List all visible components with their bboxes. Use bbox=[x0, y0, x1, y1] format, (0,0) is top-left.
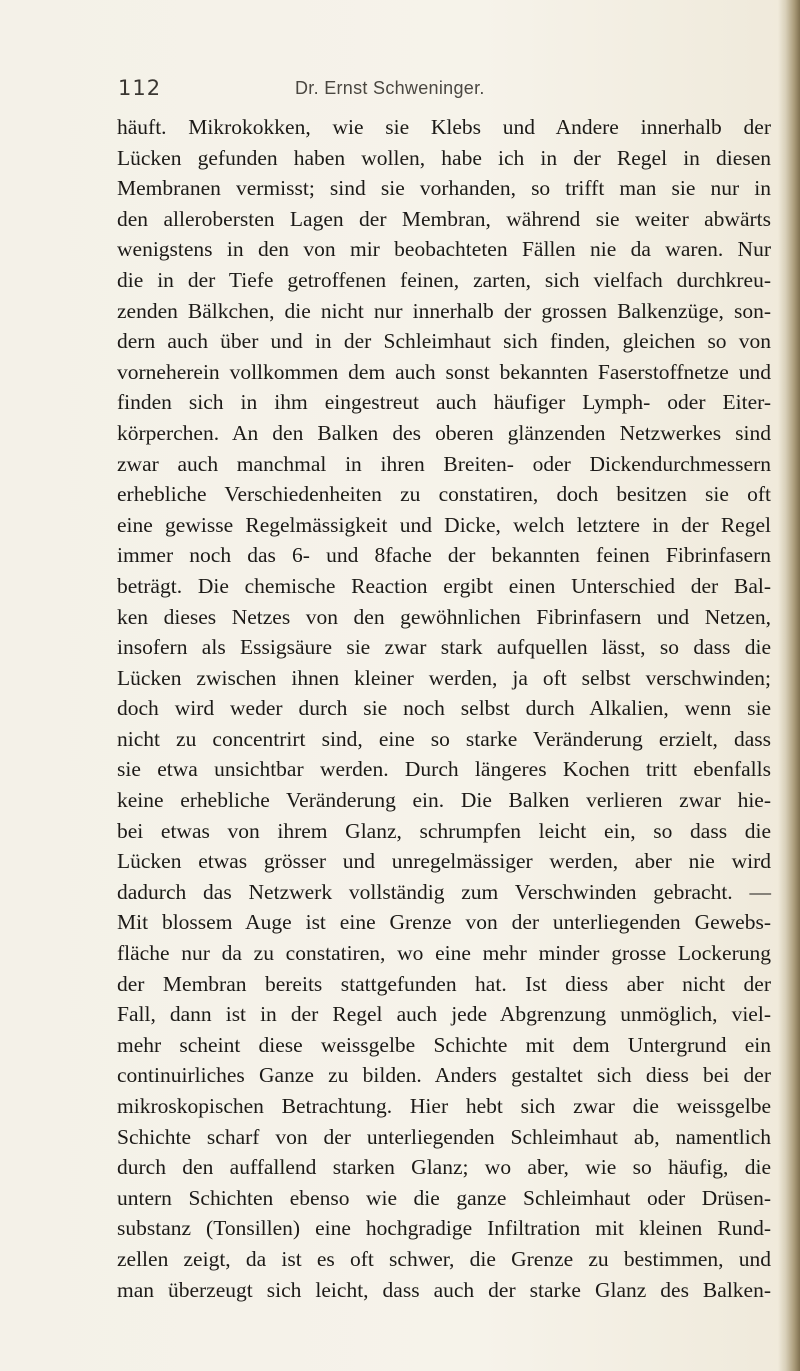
text-line: erhebliche Verschiedenheiten zu constatiren, doch besitzen sie oft bbox=[117, 482, 771, 507]
text-line: den allerobersten Lagen der Membran, während sie weiter abwärts bbox=[117, 206, 771, 231]
page-header bbox=[0, 76, 800, 106]
text-line: fläche nur da zu constatiren, wo eine mehr minder grosse Lockerung bbox=[117, 941, 771, 966]
text-line: Schichte scharf von der unterliegenden Schleimhaut ab, namentlich bbox=[117, 1124, 771, 1149]
text-line: ken dieses Netzes von den gewöhnlichen Fibrinfasern und Netzen, bbox=[117, 604, 771, 629]
text-line: untern Schichten ebenso wie die ganze Schleimhaut oder Drüsen- bbox=[117, 1185, 771, 1210]
text-line: mikroskopischen Betrachtung. Hier hebt sich zwar die weissgelbe bbox=[117, 1094, 771, 1118]
text-line: sie etwa unsichtbar werden. Durch längeres Kochen tritt ebenfalls bbox=[117, 757, 771, 782]
body-paragraph bbox=[117, 112, 771, 1305]
page-number: 112 bbox=[118, 76, 162, 100]
text-line: bei etwas von ihrem Glanz, schrumpfen leicht ein, so dass die bbox=[117, 818, 771, 843]
text-line: durch den auffallend starken Glanz; wo aber, wie so häufig, die bbox=[117, 1155, 771, 1180]
text-line: zellen zeigt, da ist es oft schwer, die Grenze zu bestimmen, und bbox=[117, 1246, 771, 1271]
text-line: substanz (Tonsillen) eine hochgradige Infiltration mit kleinen Rund- bbox=[117, 1216, 771, 1241]
page-edge-shadow bbox=[778, 0, 800, 1371]
text-line: finden sich in ihm eingestreut auch häufiger Lymph- oder Eiter- bbox=[117, 390, 771, 415]
text-line: man überzeugt sich leicht, dass auch der starke Glanz des Balken- bbox=[117, 1277, 771, 1302]
text-line: mehr scheint diese weissgelbe Schichte mit dem Untergrund ein bbox=[117, 1032, 771, 1057]
text-line: Lücken zwischen ihnen kleiner werden, ja oft selbst verschwinden; bbox=[117, 665, 771, 690]
text-line: beträgt. Die chemische Reaction ergibt einen Unterschied der Bal- bbox=[117, 573, 771, 598]
text-line: continuirliches Ganze zu bilden. Anders gestaltet sich diess bei der bbox=[117, 1063, 771, 1088]
text-line: häuft. Mikrokokken, wie sie Klebs und Andere innerhalb der bbox=[117, 115, 771, 139]
text-line: zenden Bälkchen, die nicht nur innerhalb der grossen Balkenzüge, son- bbox=[117, 298, 771, 323]
text-line: Fall, dann ist in der Regel auch jede Abgrenzung unmöglich, viel- bbox=[117, 1002, 771, 1027]
text-line: nicht zu concentrirt sind, eine so starke Veränderung erzielt, dass bbox=[117, 726, 771, 751]
text-line: insofern als Essigsäure sie zwar stark aufquellen lässt, so dass die bbox=[117, 635, 771, 660]
text-line: eine gewisse Regelmässigkeit und Dicke, welch letztere in der Regel bbox=[117, 512, 771, 537]
text-line: doch wird weder durch sie noch selbst durch Alkalien, wenn sie bbox=[117, 696, 771, 721]
text-line: vorneherein vollkommen dem auch sonst bekannten Faserstoffnetze und bbox=[117, 359, 771, 384]
text-line: dadurch das Netzwerk vollständig zum Verschwinden gebracht. — bbox=[117, 879, 771, 904]
text-line: wenigstens in den von mir beobachteten Fällen nie da waren. Nur bbox=[117, 237, 771, 262]
text-line: immer noch das 6- und 8fache der bekannten feinen Fibrinfasern bbox=[117, 543, 771, 568]
text-line: Lücken gefunden haben wollen, habe ich in der Regel in diesen bbox=[117, 145, 771, 170]
text-line: zwar auch manchmal in ihren Breiten- oder Dickendurchmessern bbox=[117, 451, 771, 476]
text-line: dern auch über und in der Schleimhaut sich finden, gleichen so von bbox=[117, 329, 771, 354]
text-line: der Membran bereits stattgefunden hat. Ist diess aber nicht der bbox=[117, 971, 771, 996]
running-head: Dr. Ernst Schweninger. bbox=[295, 78, 485, 98]
text-line: keine erhebliche Veränderung ein. Die Balken verlieren zwar hie- bbox=[117, 788, 771, 813]
text-line: Lücken etwas grösser und unregelmässiger werden, aber nie wird bbox=[117, 849, 771, 874]
text-line: Membranen vermisst; sind sie vorhanden, so trifft man sie nur in bbox=[117, 176, 771, 201]
text-line: Mit blossem Auge ist eine Grenze von der unterliegenden Gewebs- bbox=[117, 910, 771, 935]
text-line: die in der Tiefe getroffenen feinen, zarten, sich vielfach durchkreu- bbox=[117, 267, 771, 292]
text-line: körperchen. An den Balken des oberen glänzenden Netzwerkes sind bbox=[117, 420, 771, 445]
